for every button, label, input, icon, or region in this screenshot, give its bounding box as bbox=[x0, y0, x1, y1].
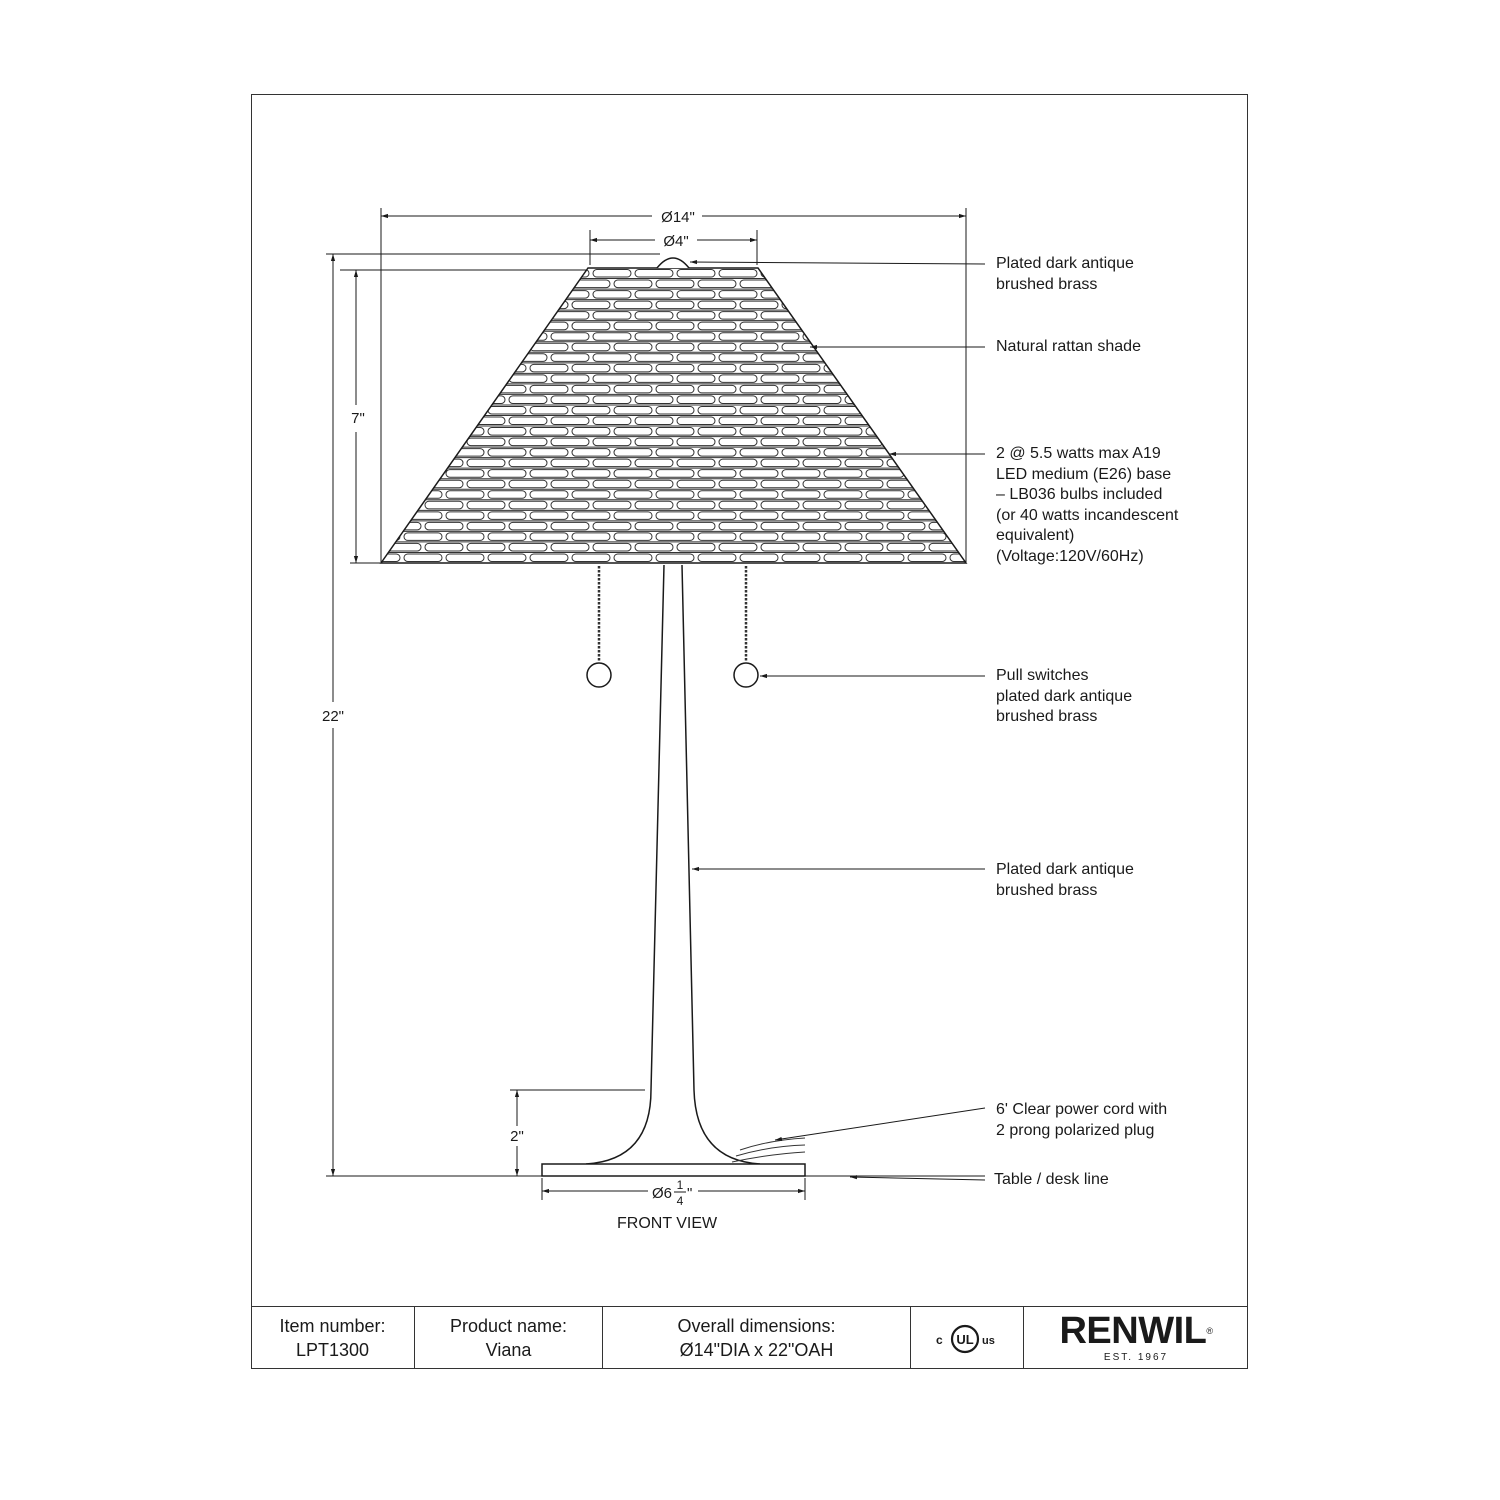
dim-base-diameter-numerator: 1 bbox=[676, 1178, 684, 1192]
callout-body-finish: Plated dark antique brushed brass bbox=[996, 861, 1134, 899]
item-number-value: LPT1300 bbox=[295, 1340, 370, 1360]
overall-dimensions-cell bbox=[603, 1307, 911, 1369]
ul-listed-icon bbox=[932, 1320, 1002, 1356]
dim-base-diameter bbox=[542, 1178, 805, 1200]
product-name-cell bbox=[415, 1307, 603, 1369]
brand-name: RENWIL bbox=[1059, 1310, 1207, 1352]
pull-switch-left bbox=[587, 566, 611, 687]
dim-base-height bbox=[510, 1090, 645, 1176]
dim-shade-height-label: 7" bbox=[351, 410, 365, 427]
cert-ul: UL bbox=[956, 1332, 974, 1347]
brand-established: EST. 1967 bbox=[1103, 1352, 1169, 1363]
dim-base-height-label: 2" bbox=[510, 1128, 524, 1145]
dim-overall-height bbox=[326, 254, 985, 1176]
callout-bulb-spec: 2 @ 5.5 watts max A19 LED medium (E26) base – LB036 bulbs included (or 40 watts incandescent equivalent) (Voltage:120V/60Hz) bbox=[996, 445, 1179, 565]
rattan-shade bbox=[362, 268, 1009, 563]
finial-cap bbox=[657, 258, 689, 268]
product-name-value: Viana bbox=[485, 1340, 532, 1360]
product-name-label: Product name: bbox=[449, 1316, 568, 1336]
brand-logo-cell bbox=[1024, 1307, 1248, 1369]
callout-shade-material: Natural rattan shade bbox=[996, 338, 1141, 355]
callout-pull-switches: Pull switches plated dark antique brushed brass bbox=[996, 667, 1133, 725]
cert-us: us bbox=[982, 1335, 995, 1347]
item-number-label: Item number: bbox=[279, 1316, 386, 1336]
pull-switch-right bbox=[734, 566, 758, 687]
lamp-stem-and-base bbox=[542, 565, 805, 1176]
callout-table-line: Table / desk line bbox=[994, 1171, 1109, 1188]
dim-overall-height-label: 22" bbox=[321, 708, 345, 725]
overall-dimensions-value: Ø14"DIA x 22"OAH bbox=[679, 1340, 834, 1360]
view-label: FRONT VIEW bbox=[617, 1215, 718, 1232]
overall-dimensions-label: Overall dimensions: bbox=[677, 1316, 836, 1336]
callout-leaders bbox=[690, 262, 985, 1180]
cert-c: c bbox=[936, 1333, 943, 1347]
dim-base-diameter-prefix: Ø6 bbox=[652, 1185, 673, 1202]
dim-base-diameter-denominator: 4 bbox=[676, 1194, 684, 1208]
brand-registered-mark: ® bbox=[1206, 1326, 1213, 1336]
certification-cell bbox=[911, 1307, 1024, 1369]
dim-base-diameter-suffix: " bbox=[687, 1185, 693, 1202]
item-number-cell bbox=[251, 1307, 415, 1369]
dim-shade-diameter-label: Ø14" bbox=[661, 209, 695, 226]
callout-finial-finish: Plated dark antique brushed brass bbox=[996, 255, 1134, 293]
power-cord bbox=[732, 1138, 805, 1162]
callout-power-cord: 6' Clear power cord with 2 prong polarized plug bbox=[996, 1101, 1168, 1139]
brand-logo bbox=[1059, 1312, 1212, 1350]
dim-top-diameter-label: Ø4" bbox=[663, 233, 689, 250]
title-block bbox=[251, 1306, 1248, 1369]
